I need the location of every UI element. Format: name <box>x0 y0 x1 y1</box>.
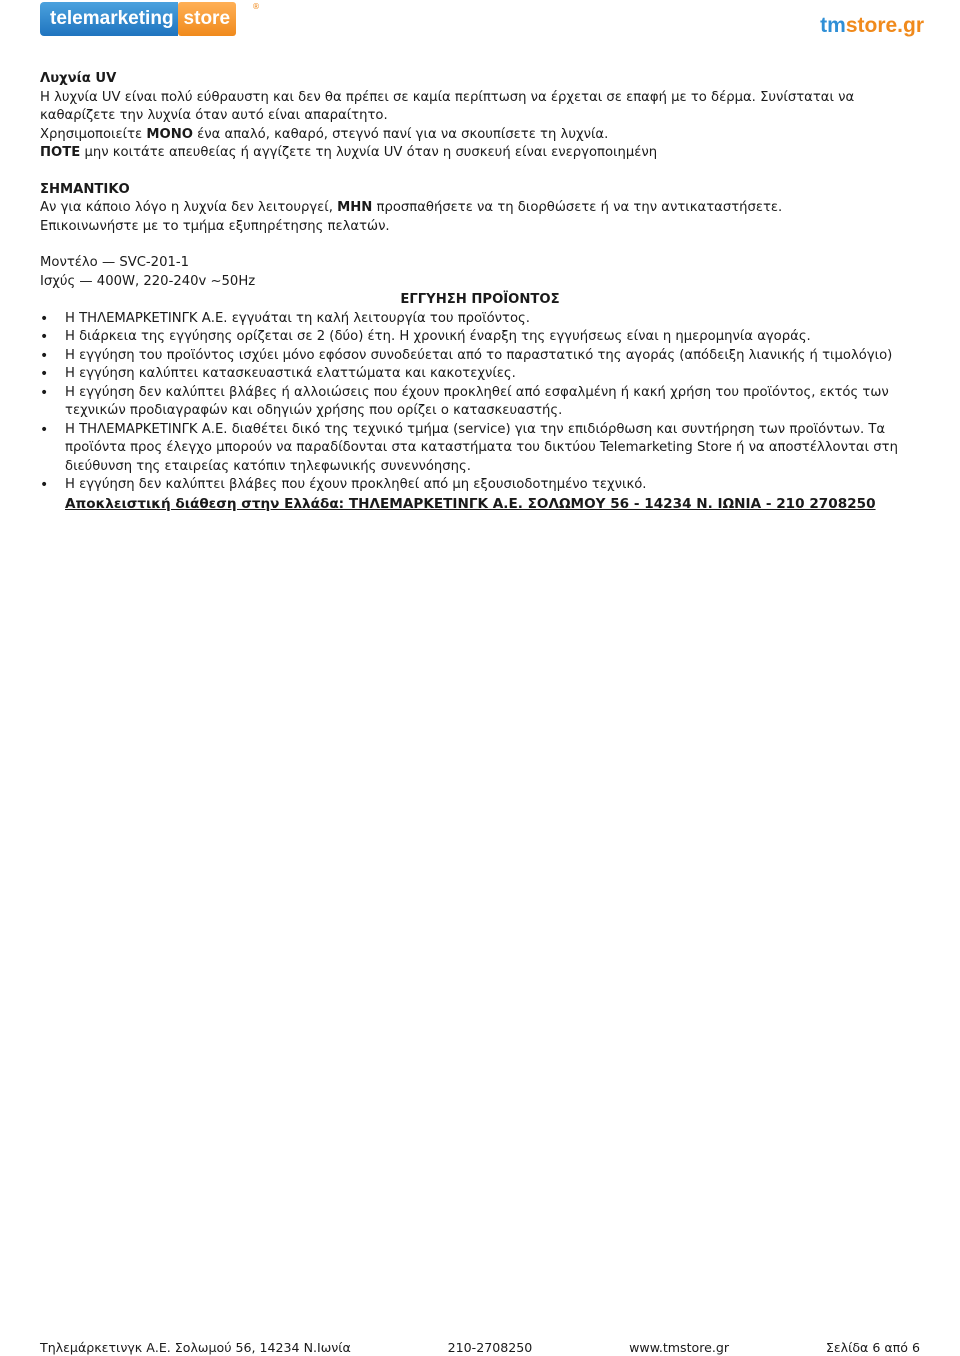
warranty-item: • Η εγγύηση δεν καλύπτει βλάβες που έχουν προκληθεί από μη εξουσιοδοτημένο τεχνικό. <box>65 476 920 495</box>
exclusive-distribution: Αποκλειστική διάθεση στην Ελλάδα: ΤΗΛΕΜΑΡΚΕΤΙΝΓΚ Α.Ε. ΣΟΛΩΜΟΥ 56 - 14234 Ν. ΙΩΝΙΑ - 210 2708250 <box>65 495 876 512</box>
important-paragraph-1: Αν για κάποιο λόγο η λυχνία δεν λειτουργεί, ΜΗΝ προσπαθήσετε να τη διορθώσετε ή να την αντικαταστήσετε. <box>40 200 783 215</box>
warranty-item: • Η εγγύηση καλύπτει κατασκευαστικά ελαττώματα και κακοτεχνίες. <box>65 365 920 384</box>
important-paragraph-2: Επικοινωνήστε με το τμήμα εξυπηρέτησης πελατών. <box>40 218 390 234</box>
footer-website: www.tmstore.gr <box>629 1340 730 1355</box>
logo-text-telemarketing: telemarketing <box>40 2 178 36</box>
site-name <box>820 14 924 38</box>
telemarketing-store-logo <box>40 2 260 36</box>
warranty-title: ΕΓΓΥΗΣΗ ΠΡΟΪΟΝΤΟΣ <box>400 292 560 307</box>
model-spec: Μοντέλο — SVC-201-1 <box>40 255 190 270</box>
site-name-part2: store.gr <box>845 14 924 37</box>
warranty-item: • Η ΤΗΛΕΜΑΡΚΕΤΙΝΓΚ Α.Ε. διαθέτει δικό της τεχνικό τμήμα (service) για την επιδιόρθωση και συντήρηση των προϊόντων. Τα προϊόντα προς έλεγχο μπορούν να παραδίδονται στα καταστήματα του δικτύου Telemarketing Store ή να αποστέλλονται στη διεύθυνση της εταιρείας κατόπιν τηλεφωνικής συνεννόησης. <box>65 421 920 477</box>
footer-company: Τηλεμάρκετινγκ Α.Ε. Σολωμού 56, 14234 Ν.Ιωνία <box>40 1340 351 1355</box>
uv-paragraph-3: ΠΟΤΕ μην κοιτάτε απευθείας ή αγγίζετε τη λυχνία UV όταν η συσκευή είναι ενεργοποιημένη <box>40 145 658 160</box>
page-footer <box>40 1340 920 1355</box>
warranty-item: • Η εγγύηση δεν καλύπτει βλάβες ή αλλοιώσεις που έχουν προκληθεί από εσφαλμένη ή κακή χρήση του προϊόντος, εκτός των τεχνικών προδιαγραφών και οδηγιών χρήσης που ορίζει ο κατασκευαστής. <box>65 384 920 421</box>
registered-mark: ® <box>252 2 260 11</box>
warranty-item: • Η διάρκεια της εγγύησης ορίζεται σε 2 (δύο) έτη. Η χρονική έναρξη της εγγυήσεως είναι η ημερομηνία αγοράς. <box>65 328 920 347</box>
uv-paragraph-1: Η λυχνία UV είναι πολύ εύθραυστη και δεν θα πρέπει σε καμία περίπτωση να έρχεται σε επαφή με το δέρμα. Συνίσταται να καθαρίζετε την λυχνία όταν αυτό είναι απαραίτητο. <box>40 89 855 123</box>
site-name-part1: tm <box>820 14 846 37</box>
uv-heading: Λυχνία UV <box>40 71 117 86</box>
warranty-item: • Η ΤΗΛΕΜΑΡΚΕΤΙΝΓΚ Α.Ε. εγγυάται τη καλή λειτουργία του προϊόντος. <box>65 310 920 329</box>
uv-paragraph-2: Χρησιμοποιείτε ΜΟΝΟ ένα απαλό, καθαρό, στεγνό πανί για να σκουπίσετε τη λυχνία. <box>40 126 609 142</box>
footer-phone: 210-2708250 <box>447 1340 533 1355</box>
important-heading: ΣΗΜΑΝΤΙΚΟ <box>40 181 130 197</box>
logo-text-store: store <box>178 2 236 36</box>
footer-page-number: Σελίδα 6 από 6 <box>825 1340 920 1355</box>
warranty-list <box>40 310 920 495</box>
power-spec: Ισχύς — 400W, 220-240v ~50Hz <box>40 273 256 289</box>
warranty-item: • Η εγγύηση του προϊόντος ισχύει μόνο εφόσον συνοδεύεται από το παραστατικό της αγοράς (απόδειξη λιανικής ή τιμολόγιο) <box>65 347 920 366</box>
document-body <box>40 70 920 513</box>
